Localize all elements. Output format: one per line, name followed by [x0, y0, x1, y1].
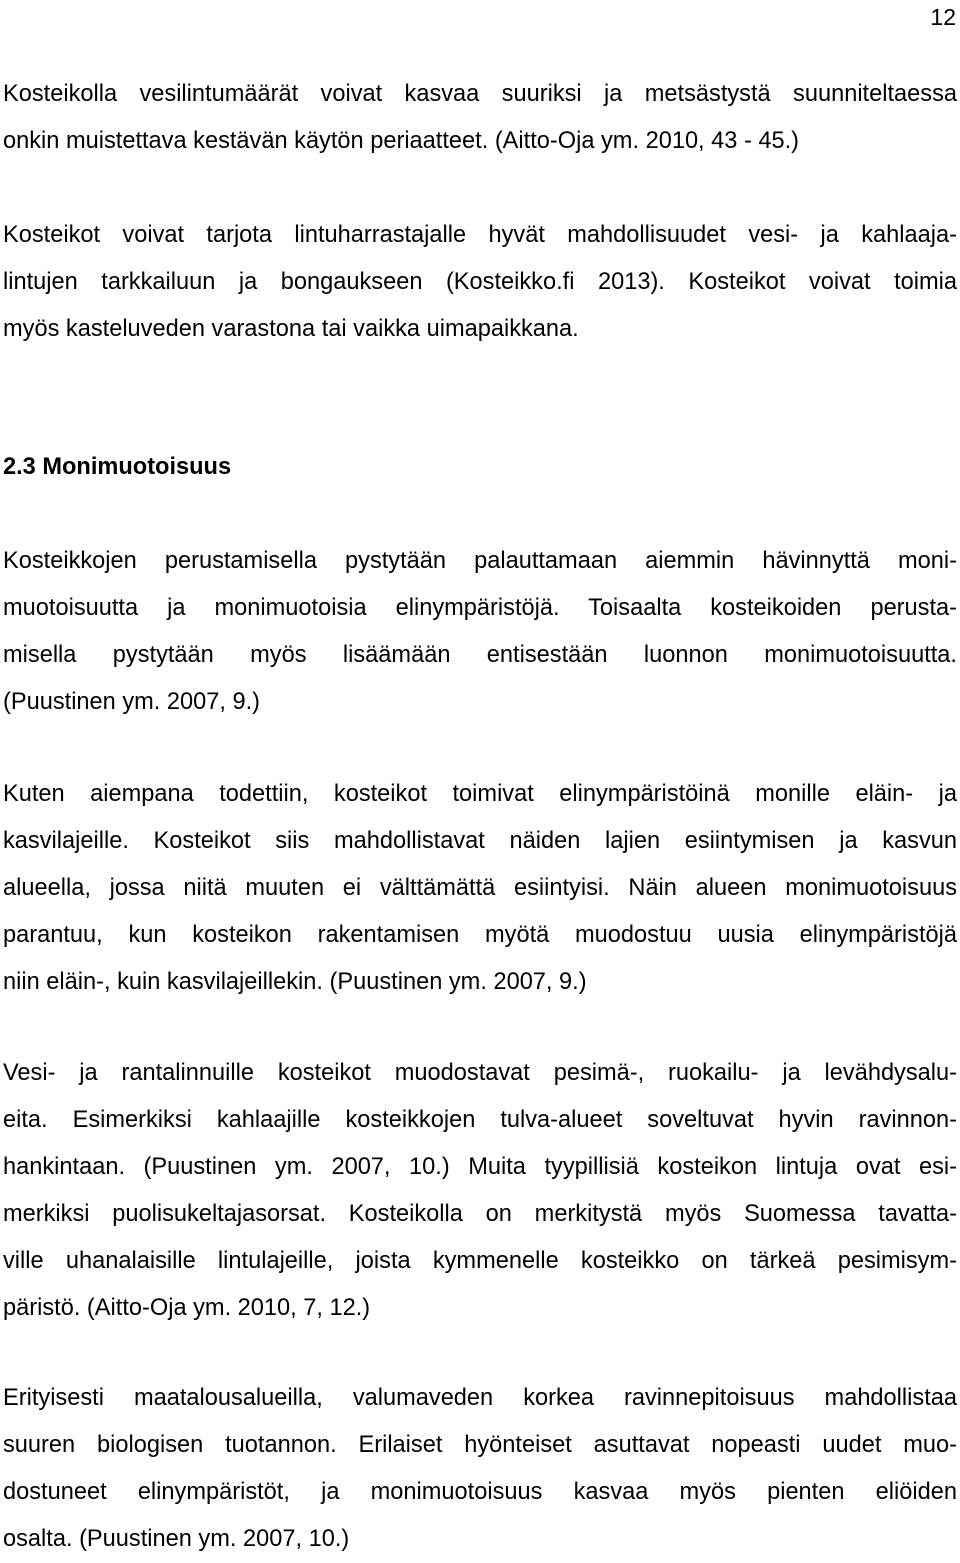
text-line: eita. Esimerkiksi kahlaajille kosteikkojen tulva-alueet soveltuvat hyvin ravinnon-: [3, 1107, 957, 1133]
text-line: misella pystytään myös lisäämään entisestään luonnon monimuotoisuutta.: [3, 642, 957, 668]
text-line: parantuu, kun kosteikon rakentamisen myötä muodostuu uusia elinympäristöjä: [3, 922, 957, 948]
section-heading: 2.3 Monimuotoisuus: [3, 454, 232, 480]
text-line: ville uhanalaisille lintulajeille, joista kymmenelle kosteikko on tärkeä pesimisym-: [3, 1248, 957, 1274]
paragraph: [3, 538, 957, 726]
text-line: Erityisesti maatalousalueilla, valumaveden korkea ravinnepitoisuus mahdollistaa: [3, 1385, 957, 1411]
paragraph: [3, 71, 957, 165]
text-line: alueella, jossa niitä muuten ei välttämättä esiintyisi. Näin alueen monimuotoisuus: [3, 875, 957, 901]
text-line: (Puustinen ym. 2007, 9.): [3, 689, 261, 715]
paragraph: [3, 1375, 957, 1563]
text-line: muotoisuutta ja monimuotoisia elinympäristöjä. Toisaalta kosteikoiden perusta-: [3, 595, 957, 621]
text-line: lintujen tarkkailuun ja bongaukseen (Kosteikko.fi 2013). Kosteikot voivat toimia: [3, 269, 957, 295]
text-line: kasvilajeille. Kosteikot siis mahdollistavat näiden lajien esiintymisen ja kasvun: [3, 828, 957, 854]
paragraph: [3, 771, 957, 1006]
text-line: hankintaan. (Puustinen ym. 2007, 10.) Muita tyypillisiä kosteikon lintuja ovat esi-: [3, 1154, 957, 1180]
text-line: Kosteikolla vesilintumäärät voivat kasvaa suuriksi ja metsästystä suunniteltaessa: [3, 81, 957, 107]
text-line: Kosteikkojen perustamisella pystytään palauttamaan aiemmin hävinnyttä moni-: [3, 548, 957, 574]
text-line: merkiksi puolisukeltajasorsat. Kosteikolla on merkitystä myös Suomessa tavatta-: [3, 1201, 957, 1227]
text-line: onkin muistettava kestävän käytön periaatteet. (Aitto-Oja ym. 2010, 43 - 45.): [3, 128, 800, 154]
text-line: päristö. (Aitto-Oja ym. 2010, 7, 12.): [3, 1295, 371, 1321]
text-line: suuren biologisen tuotannon. Erilaiset hyönteiset asuttavat nopeasti uudet muo-: [3, 1432, 957, 1458]
text-line: Kuten aiempana todettiin, kosteikot toimivat elinympäristöinä monille eläin- ja: [3, 781, 957, 807]
text-line: Kosteikot voivat tarjota lintuharrastajalle hyvät mahdollisuudet vesi- ja kahlaaja-: [3, 222, 957, 248]
text-line: myös kasteluveden varastona tai vaikka uimapaikkana.: [3, 316, 579, 342]
text-line: Vesi- ja rantalinnuille kosteikot muodostavat pesimä-, ruokailu- ja levähdysalu-: [3, 1060, 957, 1086]
text-line: dostuneet elinympäristöt, ja monimuotoisuus kasvaa myös pienten eliöiden: [3, 1479, 957, 1505]
text-line: osalta. (Puustinen ym. 2007, 10.): [3, 1526, 350, 1552]
paragraph: [3, 1050, 957, 1332]
text-line: niin eläin-, kuin kasvilajeillekin. (Puustinen ym. 2007, 9.): [3, 969, 587, 995]
page-number: 12: [930, 4, 956, 30]
paragraph: [3, 212, 957, 353]
